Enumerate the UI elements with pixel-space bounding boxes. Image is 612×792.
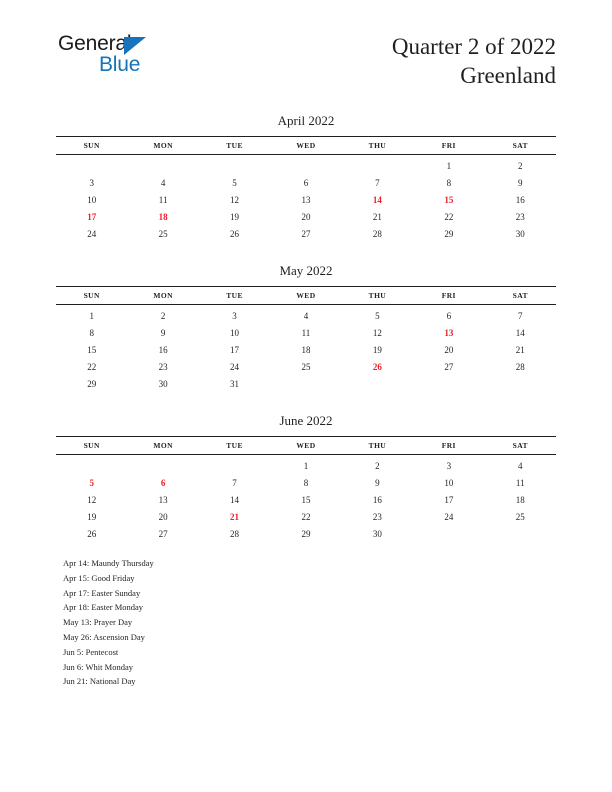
calendar-day[interactable]: 7 <box>518 310 523 321</box>
holiday-list-item: Jun 6: Whit Monday <box>63 661 133 672</box>
calendar-day[interactable]: 5 <box>232 177 237 188</box>
calendar-day[interactable]: 30 <box>372 528 382 539</box>
calendar-body <box>56 305 556 393</box>
weekday-header-sun: SUN <box>83 291 100 300</box>
weekday-header-sat: SAT <box>512 141 528 150</box>
calendar-day[interactable]: 11 <box>515 477 525 488</box>
weekday-header-fri: FRI <box>441 441 456 450</box>
calendar-day-empty <box>199 155 270 175</box>
calendar-week-row <box>56 375 556 392</box>
weekday-header-wed: WED <box>296 141 316 150</box>
calendar-day[interactable]: 19 <box>87 511 97 522</box>
calendar-day[interactable]: 21 <box>515 344 525 355</box>
calendar-day-empty <box>127 155 198 175</box>
calendar-day[interactable]: 11 <box>301 327 311 338</box>
calendar-day[interactable]: 28 <box>372 228 382 239</box>
calendar-day-holiday[interactable]: 18 <box>158 211 168 222</box>
calendar-day[interactable]: 22 <box>301 511 311 522</box>
calendar-day[interactable]: 3 <box>89 177 94 188</box>
calendar-day[interactable]: 20 <box>158 511 168 522</box>
calendar-day[interactable]: 24 <box>230 361 240 372</box>
calendar-day-empty <box>485 375 556 392</box>
calendar-day[interactable]: 2 <box>375 460 380 471</box>
calendar-week-row <box>56 174 556 191</box>
calendar-day[interactable]: 20 <box>444 344 454 355</box>
calendar-day[interactable]: 29 <box>87 378 97 389</box>
calendar-day[interactable]: 27 <box>444 361 454 372</box>
month-calendar-june <box>56 413 556 542</box>
holiday-list <box>63 556 363 689</box>
calendar-header-row <box>56 437 556 455</box>
calendar-day[interactable]: 15 <box>87 344 97 355</box>
calendar-day[interactable]: 12 <box>372 327 382 338</box>
calendar-day-empty <box>199 455 270 475</box>
calendar-day[interactable]: 25 <box>515 511 525 522</box>
calendar-day[interactable]: 26 <box>230 228 240 239</box>
calendar-day[interactable]: 6 <box>303 177 309 188</box>
holiday-list-item: May 13: Prayer Day <box>63 617 133 628</box>
calendar-day[interactable]: 29 <box>444 228 454 239</box>
calendar-day-empty <box>56 455 127 475</box>
calendar-week-row <box>56 358 556 375</box>
calendar-day[interactable]: 1 <box>303 460 309 471</box>
weekday-header-wed: WED <box>296 441 316 450</box>
calendar-day[interactable]: 9 <box>375 477 380 488</box>
month-title: April 2022 <box>277 113 335 128</box>
calendar-day[interactable]: 21 <box>372 211 382 222</box>
calendar-day[interactable]: 4 <box>160 177 166 188</box>
calendar-day[interactable]: 14 <box>515 327 525 338</box>
calendar-day[interactable]: 27 <box>301 228 311 239</box>
calendar-day[interactable]: 3 <box>232 310 237 321</box>
calendar-week-row <box>56 208 556 225</box>
calendar-day[interactable]: 12 <box>230 194 240 205</box>
calendar-day[interactable]: 9 <box>518 177 523 188</box>
calendar-day[interactable]: 28 <box>230 528 240 539</box>
month-title: June 2022 <box>279 413 333 428</box>
calendar-day[interactable]: 16 <box>372 494 382 505</box>
page-title-quarter: Quarter 2 of 2022 <box>391 34 556 59</box>
weekday-header-mon: MON <box>153 141 173 150</box>
weekday-header-wed: WED <box>296 291 316 300</box>
calendar-day[interactable]: 5 <box>375 310 380 321</box>
calendar-week-row <box>56 155 556 175</box>
calendar-day[interactable]: 2 <box>160 310 166 321</box>
weekday-header-mon: MON <box>153 291 173 300</box>
calendar-week-row <box>56 508 556 525</box>
weekday-header-tue: TUE <box>226 441 243 450</box>
calendar-day[interactable]: 16 <box>515 194 525 205</box>
calendar-day[interactable]: 29 <box>301 528 311 539</box>
holiday-list-item: Apr 15: Good Friday <box>63 572 135 583</box>
calendar-day[interactable]: 30 <box>158 378 168 389</box>
page-header <box>0 0 612 100</box>
calendar-day-holiday[interactable]: 6 <box>160 477 166 488</box>
page-title-country: Greenland <box>460 63 556 88</box>
calendar-day-holiday[interactable]: 15 <box>444 194 454 205</box>
weekday-header-tue: TUE <box>226 141 243 150</box>
calendar-day[interactable]: 10 <box>230 327 240 338</box>
calendar-day[interactable]: 16 <box>158 344 168 355</box>
calendar-day-holiday[interactable]: 17 <box>87 211 97 222</box>
weekday-header-mon: MON <box>153 441 173 450</box>
calendar-day[interactable]: 12 <box>87 494 97 505</box>
calendar-day[interactable]: 24 <box>444 511 454 522</box>
calendar-day[interactable]: 18 <box>301 344 311 355</box>
calendar-day[interactable]: 19 <box>230 211 240 222</box>
calendar-day[interactable]: 20 <box>301 211 311 222</box>
calendar-week-row <box>56 491 556 508</box>
calendar-day[interactable]: 24 <box>87 228 97 239</box>
calendar-day[interactable]: 8 <box>303 477 309 488</box>
calendar-day[interactable]: 7 <box>232 477 237 488</box>
calendar-day-empty <box>270 375 341 392</box>
calendar-body <box>56 455 556 543</box>
calendar-day[interactable]: 4 <box>303 310 309 321</box>
weekday-header-thu: THU <box>368 441 387 450</box>
calendar-day[interactable]: 28 <box>515 361 525 372</box>
calendar-table <box>56 436 556 542</box>
calendar-day-empty <box>413 375 484 392</box>
calendar-day[interactable]: 3 <box>446 460 452 471</box>
calendar-day[interactable]: 15 <box>301 494 311 505</box>
calendar-week-row <box>56 324 556 341</box>
calendar-day[interactable]: 25 <box>301 361 311 372</box>
calendar-day[interactable]: 6 <box>446 310 452 321</box>
calendar-day-empty <box>56 155 127 175</box>
calendar-header-row <box>56 287 556 305</box>
calendar-day[interactable]: 26 <box>87 528 97 539</box>
weekday-header-tue: TUE <box>226 291 243 300</box>
weekday-header-sat: SAT <box>512 291 528 300</box>
calendar-header-row <box>56 137 556 155</box>
calendar-day[interactable]: 18 <box>515 494 525 505</box>
calendar-day-empty <box>485 525 556 542</box>
month-calendar-april <box>56 113 556 242</box>
calendar-week-row <box>56 191 556 208</box>
calendar-day[interactable]: 23 <box>372 511 382 522</box>
calendar-day[interactable]: 19 <box>372 344 382 355</box>
holiday-list-item: Apr 17: Easter Sunday <box>63 587 141 598</box>
brand-logo <box>58 33 238 85</box>
holiday-list-item: May 26: Ascension Day <box>63 631 145 642</box>
calendar-week-row <box>56 525 556 542</box>
calendar-day[interactable]: 1 <box>89 310 94 321</box>
calendar-day[interactable]: 9 <box>160 327 166 338</box>
calendar-day-holiday[interactable]: 26 <box>372 361 382 372</box>
month-calendar-may <box>56 263 556 392</box>
calendar-day[interactable]: 14 <box>230 494 240 505</box>
weekday-header-fri: FRI <box>441 291 456 300</box>
calendar-day-empty <box>342 375 413 392</box>
calendar-week-row <box>56 341 556 358</box>
calendar-week-row <box>56 225 556 242</box>
calendar-day[interactable]: 7 <box>375 177 380 188</box>
calendar-day-holiday[interactable]: 21 <box>230 511 240 522</box>
holiday-list-item: Apr 14: Maundy Thursday <box>63 558 154 568</box>
calendar-day[interactable]: 10 <box>444 477 454 488</box>
weekday-header-sat: SAT <box>512 441 528 450</box>
calendar-day-empty <box>127 455 198 475</box>
calendar-body <box>56 155 556 243</box>
brand-name-blue: Blue <box>99 53 141 76</box>
calendar-day-holiday[interactable]: 5 <box>89 477 94 488</box>
calendar-day-empty <box>342 155 413 175</box>
brand-name-general: General <box>58 32 132 55</box>
holiday-list-item: Jun 21: National Day <box>63 676 136 687</box>
calendar-day[interactable]: 8 <box>89 327 94 338</box>
weekday-header-sun: SUN <box>83 141 100 150</box>
weekday-header-thu: THU <box>368 291 387 300</box>
calendar-day[interactable]: 31 <box>230 378 240 389</box>
calendar-day[interactable]: 23 <box>515 211 525 222</box>
calendar-day[interactable]: 10 <box>87 194 97 205</box>
calendar-day[interactable]: 17 <box>444 494 454 505</box>
calendar-table <box>56 136 556 242</box>
calendar-day[interactable]: 11 <box>158 194 168 205</box>
calendar-day[interactable]: 1 <box>446 160 452 171</box>
holiday-list-item: Apr 18: Easter Monday <box>63 602 144 613</box>
page-title <box>392 32 556 90</box>
calendar-day[interactable]: 27 <box>158 528 168 539</box>
month-title: May 2022 <box>279 263 333 278</box>
calendar-day[interactable]: 17 <box>230 344 240 355</box>
calendar-day[interactable]: 25 <box>158 228 168 239</box>
holiday-list-item: Jun 5: Pentecost <box>63 646 119 657</box>
weekday-header-fri: FRI <box>441 141 456 150</box>
calendar-day[interactable]: 30 <box>515 228 525 239</box>
calendar-day[interactable]: 22 <box>87 361 97 372</box>
calendar-day-empty <box>270 155 341 175</box>
calendar-day-empty <box>413 525 484 542</box>
calendar-day-holiday[interactable]: 13 <box>444 327 454 338</box>
calendar-day[interactable]: 8 <box>446 177 452 188</box>
calendar-week-row <box>56 305 556 325</box>
calendar-day[interactable]: 23 <box>158 361 168 372</box>
calendar-day[interactable]: 13 <box>158 494 168 505</box>
calendar-day[interactable]: 22 <box>444 211 454 222</box>
calendar-week-row <box>56 455 556 475</box>
calendar-day[interactable]: 13 <box>301 194 311 205</box>
weekday-header-sun: SUN <box>83 441 100 450</box>
weekday-header-thu: THU <box>368 141 387 150</box>
calendar-table <box>56 286 556 392</box>
calendar-day-holiday[interactable]: 14 <box>372 194 382 205</box>
calendar-day[interactable]: 2 <box>518 160 523 171</box>
calendar-week-row <box>56 474 556 491</box>
calendar-day[interactable]: 4 <box>518 460 523 471</box>
